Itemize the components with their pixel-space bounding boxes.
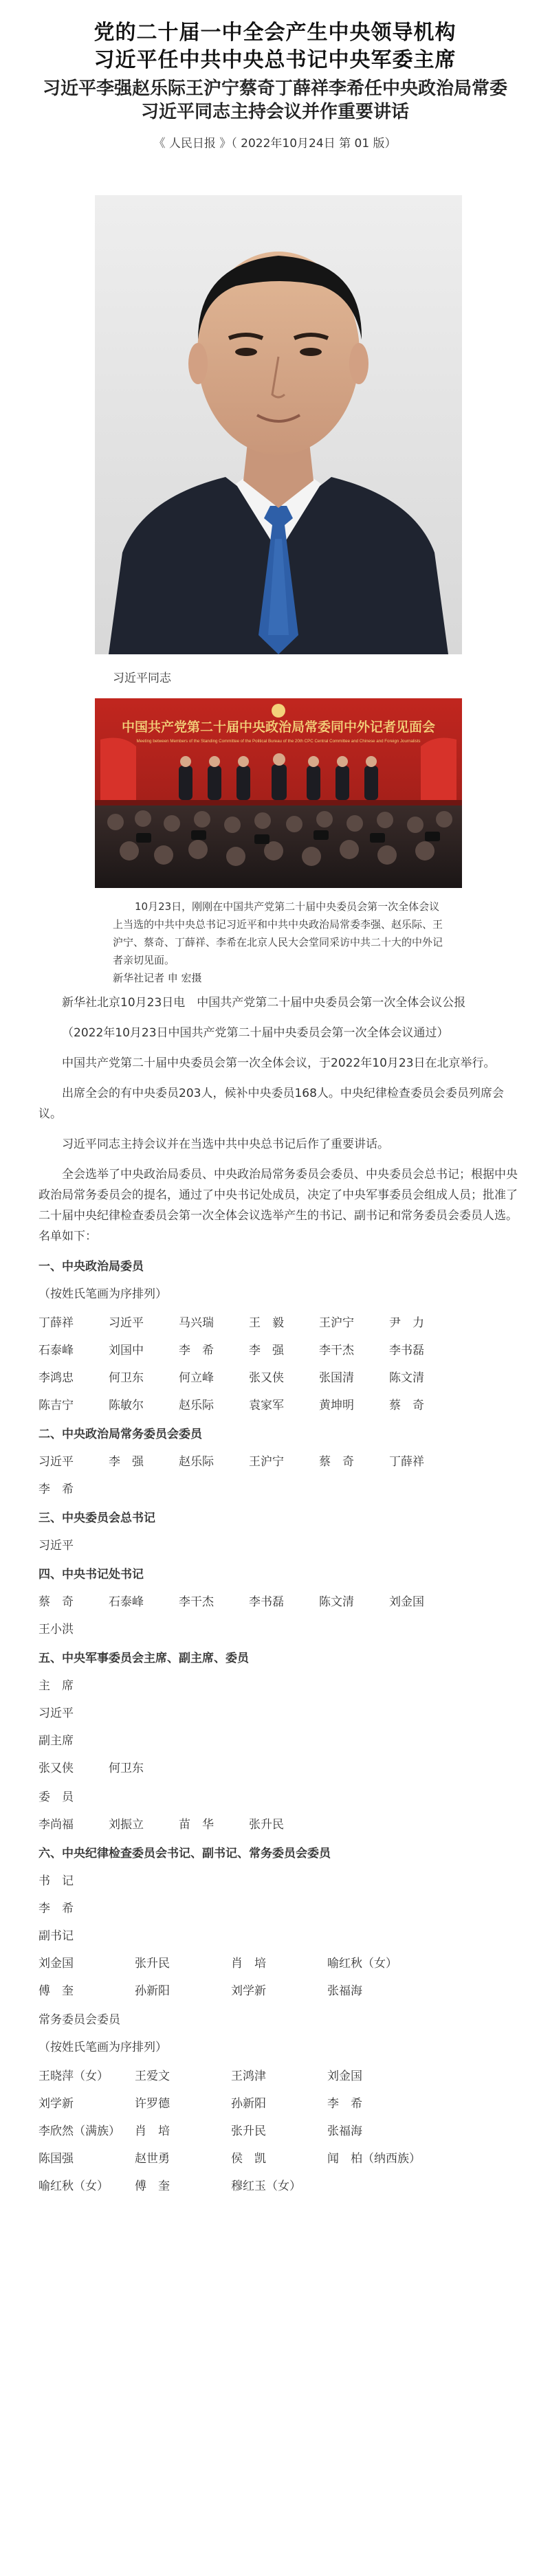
- name-item: 张升民: [135, 1957, 170, 1970]
- name-item: 刘金国: [327, 2069, 362, 2083]
- name-item: 李 强: [109, 1455, 144, 1469]
- portrait-caption: 习近平同志: [113, 671, 171, 685]
- name-item: 马兴瑞: [179, 1316, 214, 1330]
- section-5-title: 五、中央军事委员会主席、副主席、委员: [38, 1652, 249, 1665]
- cmc-vice-names: [38, 1758, 520, 1779]
- name-item: 袁家军: [249, 1399, 284, 1412]
- name-item: 傅 奎: [38, 1984, 74, 1998]
- cmc-member-names: [38, 1814, 520, 1835]
- ccdi-standing-names: [38, 2066, 520, 2197]
- name-item: 王 毅: [249, 1316, 284, 1330]
- name-item: 张升民: [231, 2124, 266, 2138]
- ccdi-deputy-label: 副书记: [38, 1929, 74, 1943]
- name-item: 张又侠: [249, 1371, 284, 1385]
- portrait-photo: [95, 195, 462, 654]
- section-6-title: 六、中央纪律检查委员会书记、副书记、常务委员会委员: [38, 1847, 331, 1861]
- name-item: 陈吉宁: [38, 1399, 74, 1412]
- subheadline-2: 习近平同志主持会议并作重要讲话: [140, 102, 409, 122]
- name-item: 张国清: [319, 1371, 354, 1385]
- name-item: 许罗德: [135, 2097, 170, 2111]
- name-item: 喻红秋（女）: [38, 2179, 109, 2193]
- name-item: 刘振立: [109, 1818, 144, 1832]
- name-item: 张福海: [327, 1984, 362, 1998]
- press-meeting-photo: [95, 698, 462, 888]
- adopted-note: （2022年10月23日中国共产党第二十届中央委员会第一次全体会议通过）: [62, 1026, 449, 1040]
- name-item: 刘学新: [38, 2097, 74, 2111]
- section-2-title: 二、中央政治局常务委员会委员: [38, 1428, 202, 1441]
- press-meeting-caption: [113, 898, 443, 987]
- name-item: 习近平: [109, 1316, 144, 1330]
- name-item: 侯 凯: [231, 2152, 266, 2166]
- section-3-title: 三、中央委员会总书记: [38, 1511, 155, 1525]
- name-item: 石泰峰: [38, 1344, 74, 1357]
- name-item: 赵世勇: [135, 2152, 170, 2166]
- name-item: 何卫东: [109, 1371, 144, 1385]
- banner-subtitle: Meeting between Members of the Standing Committee of the Political Bureau of the 20th CPC Central Committee and Chinese and Foreign Journalists: [136, 739, 421, 744]
- name-item: 闻 柏（纳西族）: [327, 2152, 421, 2166]
- name-item: 穆红玉（女）: [231, 2179, 301, 2193]
- section-4-title: 四、中央书记处书记: [38, 1568, 144, 1581]
- paragraph-2: 出席全会的有中央委员203人，候补中央委员168人。中央纪律检查委员会委员列席会议。: [38, 1087, 504, 1121]
- paragraph-3: 习近平同志主持会议并在当选中共中央总书记后作了重要讲话。: [62, 1137, 389, 1151]
- name-item: 张又侠: [38, 1762, 74, 1775]
- article-body: [38, 992, 520, 2205]
- section-1-title: 一、中央政治局委员: [38, 1260, 144, 1274]
- name-item: 赵乐际: [179, 1455, 214, 1469]
- ccdi-deputy-names: [38, 1953, 520, 2001]
- name-item: 刘学新: [231, 1984, 266, 1998]
- name-item: 陈文清: [319, 1595, 354, 1609]
- headline-line-1: 党的二十届一中全会产生中央领导机构: [94, 21, 456, 45]
- name-item: 张福海: [327, 2124, 362, 2138]
- name-item: 李干杰: [179, 1595, 214, 1609]
- name-item: 李 希: [38, 1483, 74, 1496]
- ccdi-standing-label: 常务委员会委员: [38, 2013, 120, 2027]
- cmc-chair-name: 习近平: [38, 1707, 74, 1720]
- ccdi-secretary-name: 李 希: [38, 1902, 74, 1916]
- name-item: 肖 培: [231, 1957, 266, 1970]
- name-item: 王鸿津: [231, 2069, 266, 2083]
- name-item: 王沪宁: [249, 1455, 284, 1469]
- name-item: 李鸿忠: [38, 1371, 74, 1385]
- name-item: 喻红秋（女）: [327, 1957, 397, 1970]
- name-item: 孙新阳: [135, 1984, 170, 1998]
- name-item: 尹 力: [389, 1316, 424, 1330]
- name-item: 蔡 奇: [319, 1455, 354, 1469]
- paragraph-4: 全会选举了中央政治局委员、中央政治局常务委员会委员、中央委员会总书记；根据中央政治局常务委员会的提名，通过了中央书记处成员，决定了中央军事委员会组成人员；批准了二十届中央纪律检查委员会第一次全体会议选举产生的书记、副书记和常务委员会委员人选。名单如下：: [38, 1168, 518, 1243]
- name-item: 何立峰: [179, 1371, 214, 1385]
- name-item: 陈文清: [389, 1371, 424, 1385]
- cmc-vice-label: 副主席: [38, 1734, 74, 1748]
- section-1-note: （按姓氏笔画为序排列）: [38, 1287, 167, 1301]
- name-item: 王晓萍（女）: [38, 2069, 109, 2083]
- name-item: 蔡 奇: [389, 1399, 424, 1412]
- banner-title: 中国共产党第二十届中央政治局常委同中外记者见面会: [121, 720, 436, 735]
- cmc-chair-label: 主 席: [38, 1679, 74, 1693]
- source-line: 《 人民日报 》（ 2022年10月24日 第 01 版）: [153, 137, 397, 151]
- name-item: 何卫东: [109, 1762, 144, 1775]
- name-item: 孙新阳: [231, 2097, 266, 2111]
- name-item: 李书磊: [249, 1595, 284, 1609]
- section-4-names: [38, 1592, 520, 1640]
- name-item: 李书磊: [389, 1344, 424, 1357]
- name-item: 丁薛祥: [38, 1316, 74, 1330]
- ccdi-standing-note: （按姓氏笔画为序排列）: [38, 2041, 167, 2054]
- dateline: 新华社北京10月23日电 中国共产党第二十届中央委员会第一次全体会议公报: [62, 996, 466, 1010]
- name-item: 王爱文: [135, 2069, 170, 2083]
- subheadline-1: 习近平李强赵乐际王沪宁蔡奇丁薛祥李希任中央政治局常委: [42, 78, 507, 99]
- section-3-names: [38, 1535, 520, 1556]
- name-item: 蔡 奇: [38, 1595, 74, 1609]
- name-item: 陈国强: [38, 2152, 74, 2166]
- name-item: 王沪宁: [319, 1316, 354, 1330]
- name-item: 石泰峰: [109, 1595, 144, 1609]
- name-item: 肖 培: [135, 2124, 170, 2138]
- headline-block: [0, 19, 550, 151]
- name-item: 习近平: [38, 1539, 74, 1553]
- headline-line-2: 习近平任中共中央总书记中央军委主席: [94, 48, 456, 72]
- name-item: 李欣然（满族）: [38, 2124, 120, 2138]
- name-item: 刘金国: [38, 1957, 74, 1970]
- name-item: 丁薛祥: [389, 1455, 424, 1469]
- name-item: 李尚福: [38, 1818, 74, 1832]
- name-item: 刘国中: [109, 1344, 144, 1357]
- section-2-names: [38, 1452, 520, 1500]
- name-item: 陈敏尔: [109, 1399, 144, 1412]
- name-item: 傅 奎: [135, 2179, 170, 2193]
- name-item: 习近平: [38, 1455, 74, 1469]
- paragraph-1: 中国共产党第二十届中央委员会第一次全体会议，于2022年10月23日在北京举行。: [62, 1056, 496, 1070]
- name-item: 李 希: [327, 2097, 362, 2111]
- ccdi-secretary-label: 书 记: [38, 1874, 74, 1888]
- name-item: 李干杰: [319, 1344, 354, 1357]
- name-item: 赵乐际: [179, 1399, 214, 1412]
- caption-credit: 新华社记者 申 宏摄: [113, 972, 202, 984]
- name-item: 李 强: [249, 1344, 284, 1357]
- name-item: 刘金国: [389, 1595, 424, 1609]
- section-1-names: [38, 1313, 520, 1416]
- cmc-members-label: 委 员: [38, 1790, 74, 1804]
- name-item: 王小洪: [38, 1623, 74, 1636]
- name-item: 黄坤明: [319, 1399, 354, 1412]
- name-item: 苗 华: [179, 1818, 214, 1832]
- name-item: 张升民: [249, 1818, 284, 1832]
- caption-text: 10月23日，刚刚在中国共产党第二十届中央委员会第一次全体会议上当选的中共中央总书记习近平和中共中央政治局常委李强、赵乐际、王沪宁、蔡奇、丁薛祥、李希在北京人民大会堂同采访中共二十大的中外记者亲切见面。: [113, 900, 443, 966]
- name-item: 李 希: [179, 1344, 214, 1357]
